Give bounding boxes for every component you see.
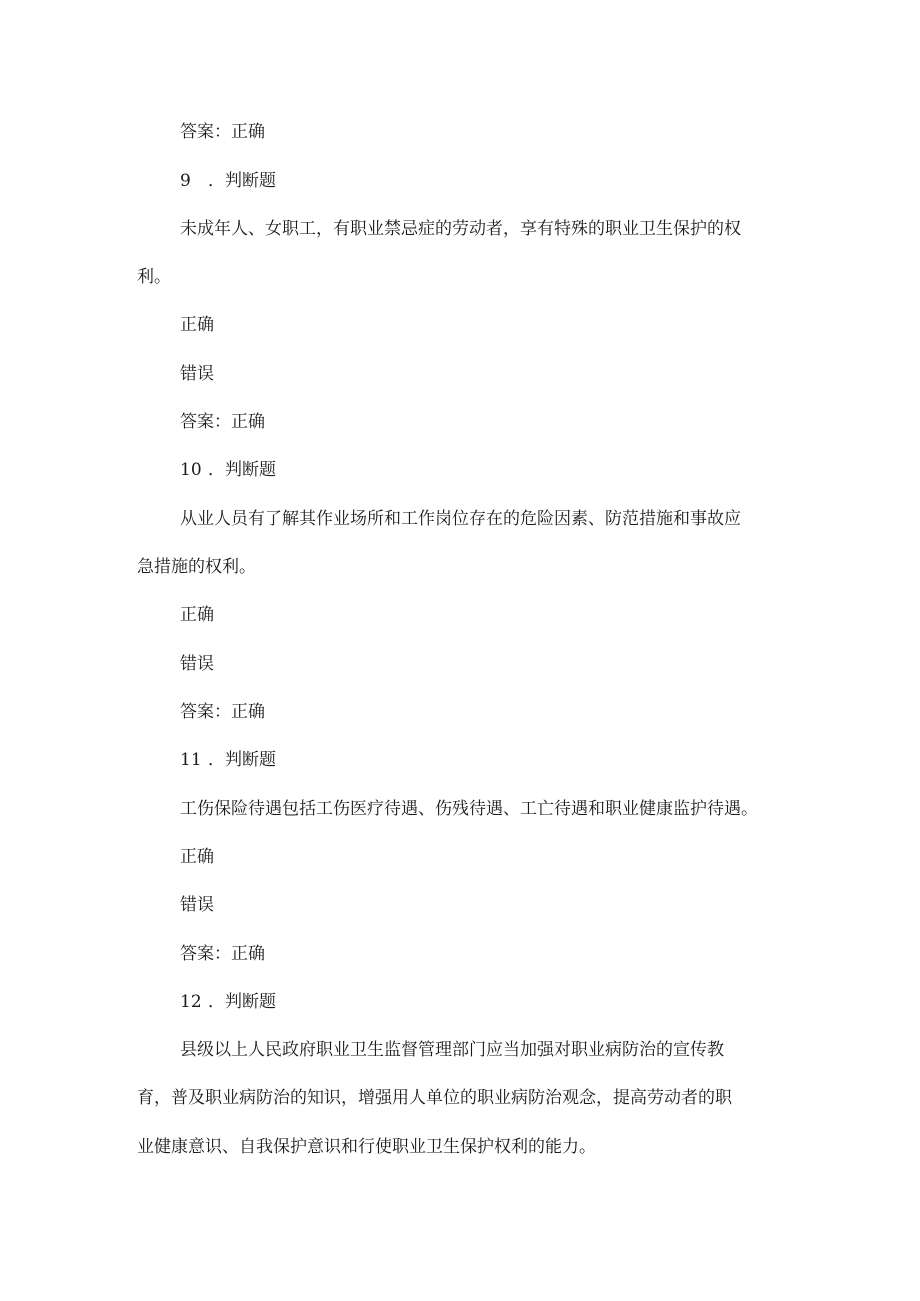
answer-line: 答案：正确 [180, 944, 265, 964]
option-true: 正确 [180, 847, 214, 867]
option-true: 正确 [180, 315, 214, 335]
question-stem-line: 未成年人、女职工，有职业禁忌症的劳动者，享有特殊的职业卫生保护的权 [180, 219, 741, 239]
question-number: 11 [180, 750, 202, 770]
question-stem-line: 利。 [137, 267, 171, 287]
question-stem-line: 工伤保险待遇包括工伤医疗待遇、伤残待遇、工亡待遇和职业健康监护待遇。 [180, 799, 758, 819]
question-heading [180, 992, 276, 1012]
question-heading [180, 460, 276, 480]
question-stem-line: 县级以上人民政府职业卫生监督管理部门应当加强对职业病防治的宣传教 [180, 1040, 724, 1060]
question-type: ．判断题 [208, 992, 276, 1012]
question-number: 12 [180, 992, 202, 1012]
option-true: 正确 [180, 605, 214, 625]
question-heading [180, 750, 276, 770]
question-type: ．判断题 [208, 171, 276, 191]
question-number: 9 [180, 171, 191, 191]
answer-line: 答案：正确 [180, 412, 265, 432]
question-stem-line: 急措施的权利。 [137, 557, 256, 577]
question-stem-line: 业健康意识、自我保护意识和行使职业卫生保护权利的能力。 [137, 1137, 596, 1157]
option-false: 错误 [180, 654, 214, 674]
option-false: 错误 [180, 364, 214, 384]
question-type: ．判断题 [208, 460, 276, 480]
question-stem-line: 育，普及职业病防治的知识，增强用人单位的职业病防治观念，提高劳动者的职 [137, 1088, 732, 1108]
option-false: 错误 [180, 895, 214, 915]
question-stem-line: 从业人员有了解其作业场所和工作岗位存在的危险因素、防范措施和事故应 [180, 509, 741, 529]
question-type: ．判断题 [208, 750, 276, 770]
question-heading [180, 171, 276, 191]
answer-line: 答案：正确 [180, 122, 265, 142]
question-number: 10 [180, 460, 202, 480]
answer-line: 答案：正确 [180, 702, 265, 722]
